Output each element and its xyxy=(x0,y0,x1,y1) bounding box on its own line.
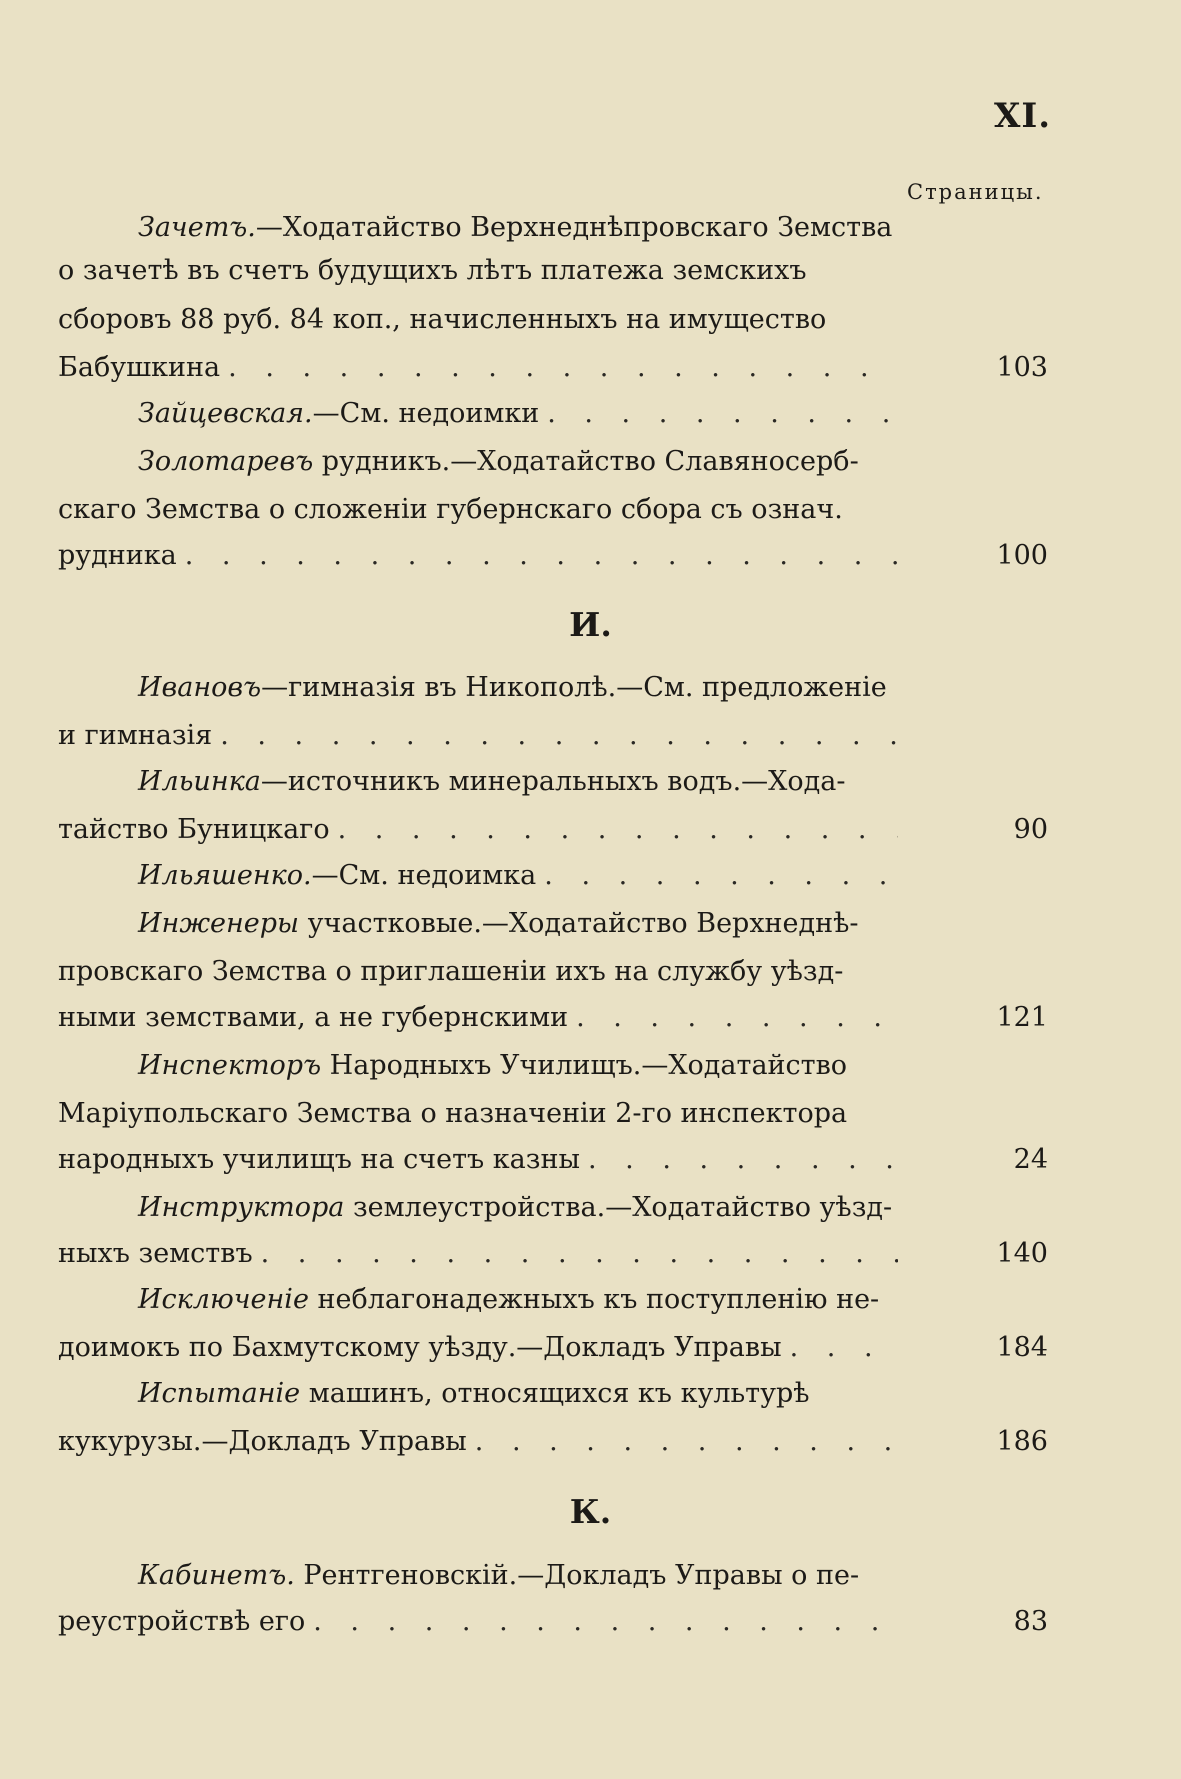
entry-text: —См. недоимки xyxy=(312,398,540,429)
dot-leader xyxy=(228,346,898,390)
entry-page-number: 90 xyxy=(1013,814,1048,845)
index-entry-line xyxy=(58,346,898,390)
index-entry-line xyxy=(58,714,898,758)
entry-term: Кабинетъ. xyxy=(138,1560,295,1591)
dot-leader xyxy=(261,1232,898,1276)
dot-leader xyxy=(475,1420,898,1464)
entry-page-number: 100 xyxy=(996,540,1048,571)
entry-text: —источникъ минеральныхъ водъ.—Хода- xyxy=(260,766,846,797)
index-entry-line xyxy=(58,950,898,994)
dot-leader xyxy=(185,534,898,578)
index-entry-line xyxy=(138,854,898,898)
index-entry-line xyxy=(58,1092,898,1136)
index-entry-line xyxy=(138,206,898,250)
entry-text: тайство Буницкаго xyxy=(58,814,330,845)
entry-term: Испытаніе xyxy=(138,1378,301,1409)
dot-leader xyxy=(220,714,898,758)
entry-page-number: 184 xyxy=(996,1332,1048,1363)
dot-leader xyxy=(544,854,898,898)
entry-page-number: 140 xyxy=(996,1238,1048,1269)
entry-text: сборовъ 88 руб. 84 коп., начисленныхъ на имущество xyxy=(58,304,827,335)
index-entry-line xyxy=(58,1138,898,1182)
entry-text: рудникъ.—Ходатайство Славяносерб- xyxy=(313,446,859,477)
section-letter: К. xyxy=(569,1492,612,1531)
entry-page-number: 83 xyxy=(1013,1606,1048,1637)
entry-text: народныхъ училищъ на счетъ казны xyxy=(58,1144,580,1175)
entry-text: неблагонадежныхъ къ поступленію не- xyxy=(308,1284,880,1315)
entry-text: машинъ, относящихся къ культурѣ xyxy=(300,1378,810,1409)
dot-leader xyxy=(547,392,898,436)
pages-column-header: Страницы. xyxy=(907,180,1044,204)
entry-page-number: 103 xyxy=(996,352,1048,383)
entry-text: кукурузы.—Докладъ Управы xyxy=(58,1426,467,1457)
index-entry-line xyxy=(58,298,898,342)
index-entry-line xyxy=(138,1372,898,1416)
entry-text: доимокъ по Бахмутскому уѣзду.—Докладъ Управы xyxy=(58,1332,782,1363)
entry-text: о зачетѣ въ счетъ будущихъ лѣтъ платежа земскихъ xyxy=(58,255,807,286)
entry-text: —См. недоимка xyxy=(311,860,537,891)
index-entry-line xyxy=(58,1600,898,1644)
dot-leader xyxy=(790,1326,898,1370)
index-entry-line xyxy=(138,440,898,484)
entry-text: землеустройства.—Ходатайство уѣзд- xyxy=(344,1192,893,1223)
entry-text: и гимназія xyxy=(58,720,213,751)
entry-page-number: 24 xyxy=(1013,1144,1048,1175)
entry-text: рудника xyxy=(58,540,177,571)
index-entry-line xyxy=(58,249,898,293)
entry-term: Инспекторъ xyxy=(138,1050,322,1081)
entry-page-number: 121 xyxy=(996,1002,1048,1033)
entry-term: Исключеніе xyxy=(138,1284,309,1315)
index-entry-line xyxy=(58,488,898,532)
entry-term: Ильинка xyxy=(138,766,261,797)
entry-term: Золотаревъ xyxy=(138,446,314,477)
index-entry-line xyxy=(58,808,898,852)
index-entry-line xyxy=(58,534,898,578)
dot-leader xyxy=(588,1138,898,1182)
index-entry-line xyxy=(138,902,898,946)
index-entry-line xyxy=(138,666,898,710)
entry-text: реустройствѣ его xyxy=(58,1606,306,1637)
index-entry-line xyxy=(58,996,898,1040)
dot-leader xyxy=(313,1600,898,1644)
entry-term: Инструктора xyxy=(138,1192,345,1223)
index-entry-line xyxy=(138,1278,898,1322)
entry-text: Бабушкина xyxy=(58,352,221,383)
index-entry-line xyxy=(138,1044,898,1088)
entry-text: Рентгеновскій.—Докладъ Управы о пе- xyxy=(294,1560,860,1591)
entry-text: скаго Земства о сложеніи губернскаго сбора съ означ. xyxy=(58,494,843,525)
entry-text: Народныхъ Училищъ.—Ходатайство xyxy=(321,1050,848,1081)
entry-text: Маріупольскаго Земства о назначеніи 2-го инспектора xyxy=(58,1098,848,1129)
index-entry-line xyxy=(138,1186,898,1230)
index-entry-line xyxy=(138,1554,898,1598)
entry-text: ными земствами, а не губернскими xyxy=(58,1002,569,1033)
section-letter: И. xyxy=(569,605,612,644)
entry-text: —Ходатайство Верхнеднѣпровскаго Земства xyxy=(255,212,893,243)
page-number: XI. xyxy=(994,96,1052,136)
index-entry-line xyxy=(58,1232,898,1276)
entry-term: Зачетъ. xyxy=(138,212,256,243)
index-entry-line xyxy=(58,1326,898,1370)
entry-text: —гимназія въ Никополѣ.—См. предложеніе xyxy=(261,672,887,703)
entry-term: Зайцевская. xyxy=(138,398,313,429)
index-entry-line xyxy=(138,392,898,436)
index-entry-line xyxy=(58,1420,898,1464)
dot-leader xyxy=(576,996,898,1040)
entry-text: участковые.—Ходатайство Верхнеднѣ- xyxy=(299,908,859,939)
entry-text: провскаго Земства о приглашеніи ихъ на службу уѣзд- xyxy=(58,956,844,987)
entry-text: ныхъ земствъ xyxy=(58,1238,253,1269)
entry-page-number: 186 xyxy=(996,1426,1048,1457)
entry-term: Инженеры xyxy=(138,908,300,939)
entry-term: Ильяшенко. xyxy=(138,860,312,891)
dot-leader xyxy=(338,808,898,852)
entry-term: Ивановъ xyxy=(138,672,262,703)
index-entry-line xyxy=(138,760,898,804)
